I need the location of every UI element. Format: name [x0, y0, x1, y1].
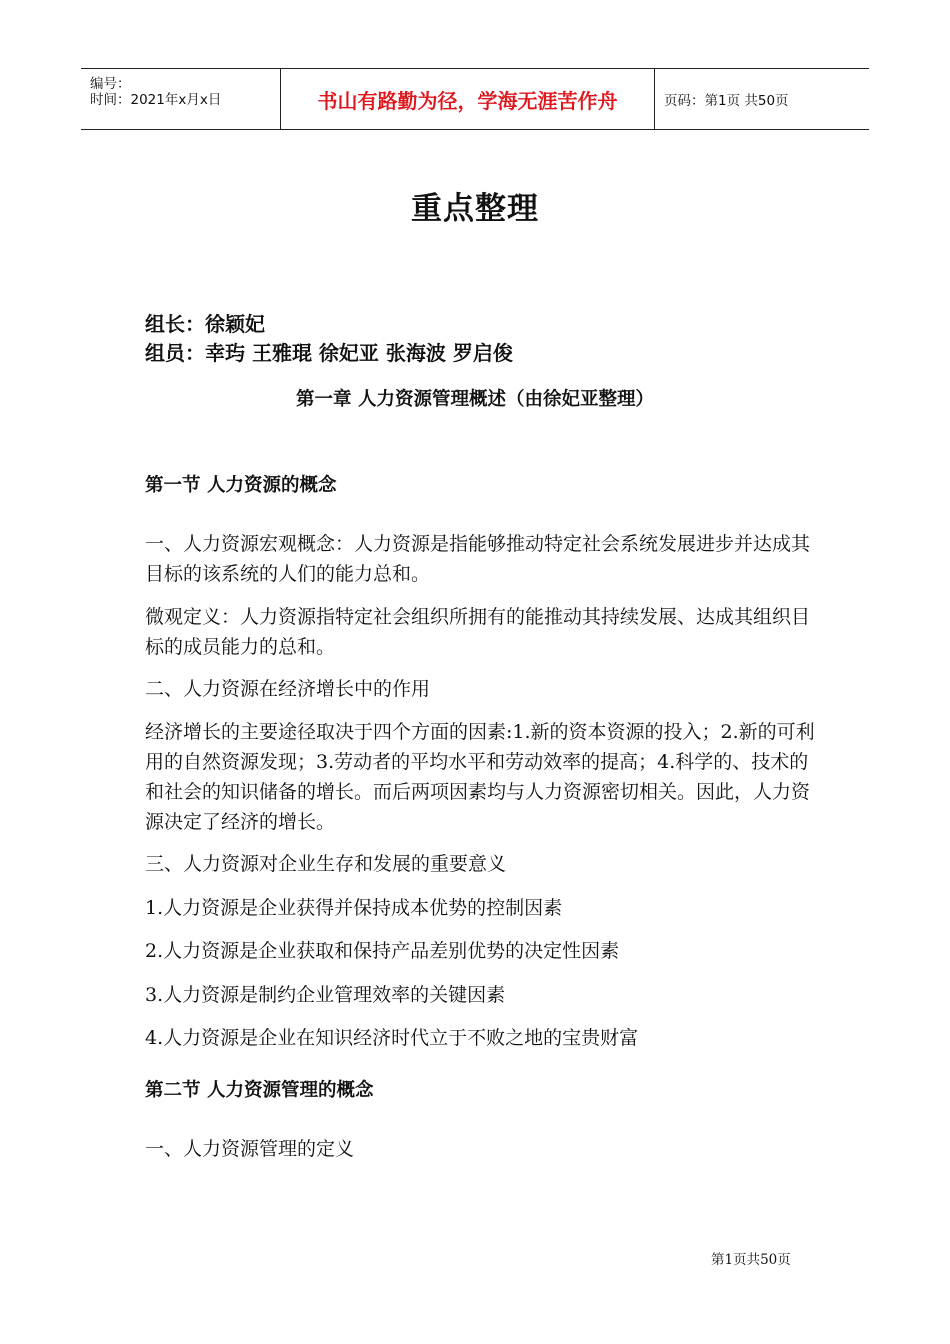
paragraph-economic-growth: 经济增长的主要途径取决于四个方面的因素:1.新的资本资源的投入；2.新的可利用的自然资源发现；3.劳动者的平均水平和劳动效率的提高；4.科学的、技术的和社会的知识储备的增长。而后两项因素均与人力资源密切相关。因此，人力资源决定了经济的增长。 — [145, 721, 815, 833]
chapter-title: 第一章 人力资源管理概述（由徐妃亚整理） — [296, 389, 654, 410]
paragraph-heading-economy: 二、人力资源在经济增长中的作用 — [145, 678, 431, 700]
time-label: 时间：2021年x月x日 — [90, 92, 222, 108]
number-label: 编号： — [90, 76, 131, 92]
team-members: 组员：幸玙 王雅琨 徐妃亚 张海波 罗启俊 — [145, 341, 513, 365]
list-item: 1.人力资源是企业获得并保持成本优势的控制因素 — [145, 897, 563, 919]
document-title: 重点整理 — [411, 191, 539, 227]
list-item: 3.人力资源是制约企业管理效率的关键因素 — [145, 984, 506, 1006]
paragraph-micro-definition: 微观定义：人力资源指特定社会组织所拥有的能推动其持续发展、达成其组织目标的成员能力的总和。 — [145, 606, 811, 658]
page-footer: 第1页共50页 — [711, 1252, 791, 1268]
team-leader: 组长：徐颖妃 — [145, 312, 265, 336]
section-2-title: 第二节 人力资源管理的概念 — [145, 1080, 374, 1101]
page-header — [81, 68, 869, 130]
paragraph-heading-importance: 三、人力资源对企业生存和发展的重要意义 — [145, 853, 507, 875]
section-1-title: 第一节 人力资源的概念 — [145, 475, 337, 496]
paragraph-hrm-definition: 一、人力资源管理的定义 — [145, 1138, 355, 1160]
list-item: 4.人力资源是企业在知识经济时代立于不败之地的宝贵财富 — [145, 1027, 639, 1049]
header-page-label: 页码：第1页 共50页 — [664, 93, 789, 109]
paragraph-macro-definition: 一、人力资源宏观概念：人力资源是指能够推动特定社会系统发展进步并达成其目标的该系统的人们的能力总和。 — [145, 533, 811, 585]
header-meta-cell — [81, 69, 281, 129]
header-motto: 书山有路勤为径，学海无涯苦作舟 — [281, 69, 655, 129]
list-item: 2.人力资源是企业获取和保持产品差别优势的决定性因素 — [145, 940, 620, 962]
